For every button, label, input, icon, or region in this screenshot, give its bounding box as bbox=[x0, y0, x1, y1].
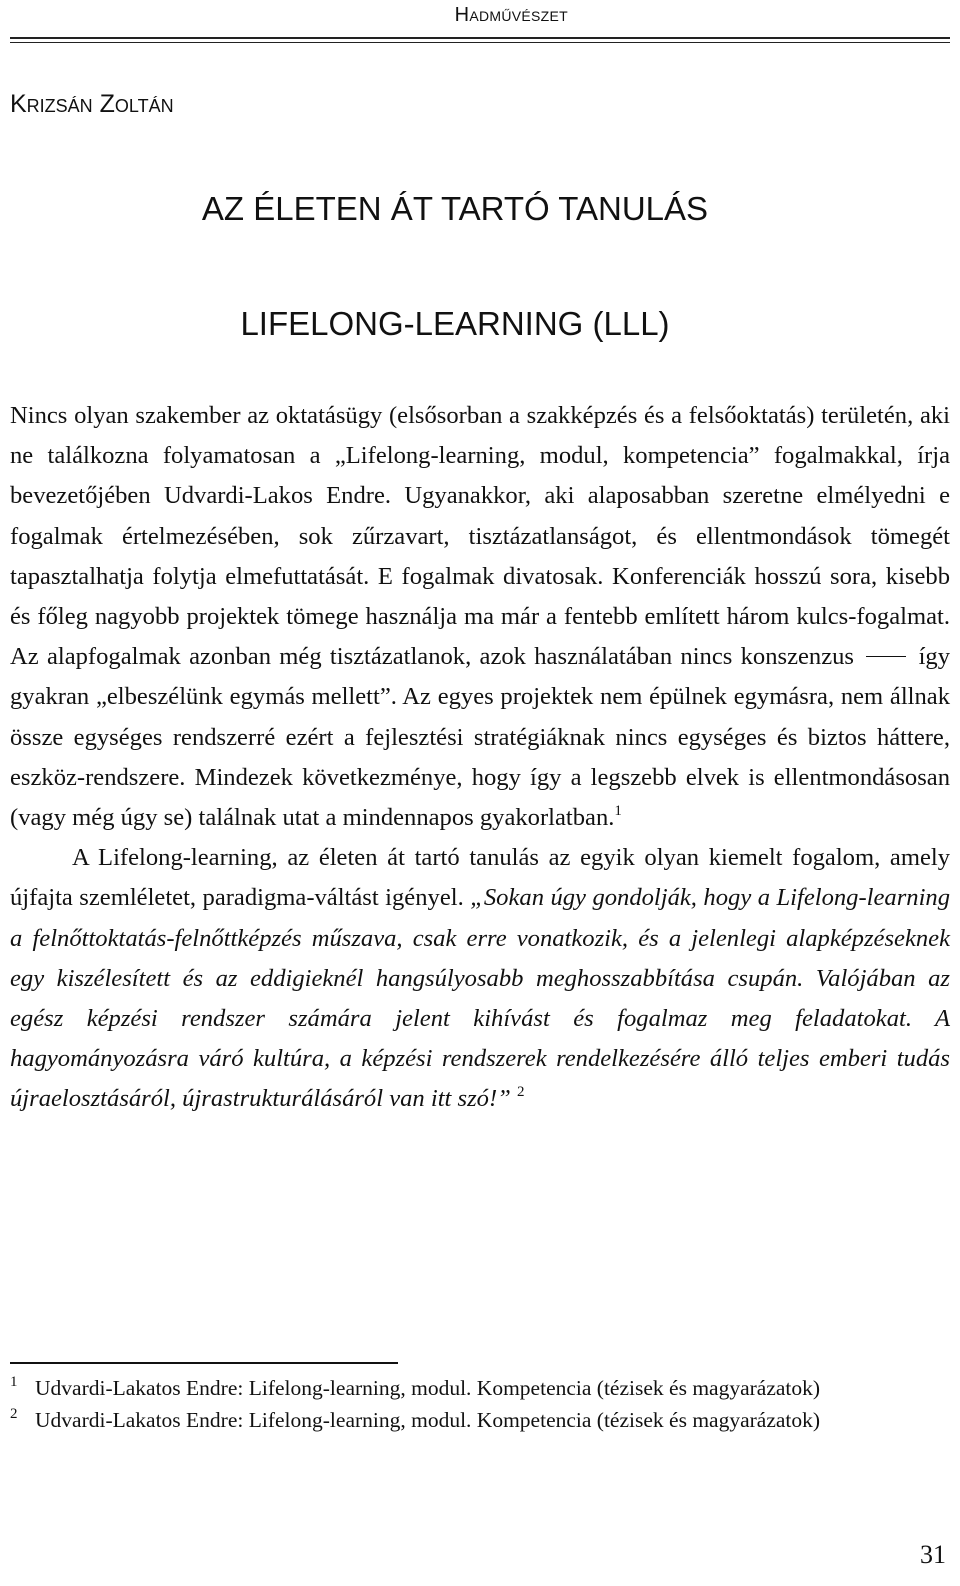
footnote-2 bbox=[10, 1406, 943, 1434]
footnote-separator bbox=[10, 1362, 398, 1364]
article-title: AZ ÉLETEN ÁT TARTÓ TANULÁS bbox=[201, 190, 709, 227]
header-rule-thin bbox=[10, 42, 950, 43]
footnote-ref-2[interactable]: 2 bbox=[516, 1084, 525, 1101]
footnote-1 bbox=[10, 1374, 943, 1402]
footnotes-section bbox=[10, 1374, 943, 1438]
article-body bbox=[10, 396, 950, 1120]
paragraph-1-text-b: így gyakran „elbeszélünk egymás mellett”. Az egyes projektek nem épülnek egymásra, nem állnak össze egységes rendszerré ezért a fejlesztési stratégiáknak nincs egységes és biztos háttere, eszköz-rendszere. Mindezek következménye, hogy így a legszebb elvek is ellentmondásosan (vagy még úgy se) találnak utat a mindennapos gyakorlatban. bbox=[10, 643, 950, 832]
footnote-1-number: 1 bbox=[10, 1374, 18, 1390]
paragraph-1-text-a: Nincs olyan szakember az oktatásügy (elsősorban a szakképzés és a felsőoktatás) területén, aki ne találkozna folyamatosan a „Lifelong-learning, modul, kompetencia” fogalmakkal, írja bevezetőjében Udvardi-Lakos Endre. Ugyanakkor, aki alaposabban szeretne elmélyedni e fogalmak értelmezésében, sok zűrzavart, tisztázatlanságot, és ellentmondások tömegét tapasztalhatja folytja elmefuttatását. E fogalmak divatosak. Konferenciák hosszú sora, kisebb és főleg nagyobb projektek tömege használja ma már a fentebb említett három kulcs-fogalmat. Az alapfogalmak azonban még tisztázatlanok, azok használatában nincs konszenzus bbox=[10, 402, 950, 671]
footnote-2-text: Udvardi-Lakatos Endre: Lifelong-learning, modul. Kompetencia (tézisek és magyarázatok) bbox=[35, 1408, 821, 1432]
header-rule bbox=[10, 37, 950, 39]
running-header bbox=[455, 4, 568, 27]
article-subtitle: LIFELONG-LEARNING (LLL) bbox=[240, 305, 670, 342]
paragraph-2-quote: „Sokan úgy gondolják, hogy a Lifelong-learning a felnőttoktatás-felnőttképzés műszava, csak erre vonatkozik, és a jelenlegi alapképzéseknek egy kiszélesített és az eddigieknél hangsúlyosabb meghosszabbítása csupán. Valójában az egész képzési rendszer számára jelent kihívást és fogalmaz meg feladatokat. A hagyományozásra váró kultúra, a képzési rendszerek rendelkezésére álló teljes emberi tudás újraelosztásáról, újrastrukturálásáról van itt szó!” bbox=[10, 884, 950, 1113]
running-header-text: Hadművészet bbox=[454, 4, 568, 26]
footnote-ref-1[interactable]: 1 bbox=[614, 803, 622, 820]
paragraph-2-text: A Lifelong-learning, az életen át tartó tanulás az egyik olyan kiemelt fogalom, amely újfajta szemléletet, paradigma-váltást igényel. bbox=[10, 844, 950, 912]
page-number: 31 bbox=[920, 1540, 946, 1569]
paragraph-2 bbox=[10, 838, 950, 1119]
em-dash-rule bbox=[866, 656, 906, 658]
paragraph-1 bbox=[10, 396, 950, 838]
footnote-1-text: Udvardi-Lakatos Endre: Lifelong-learning, modul. Kompetencia (tézisek és magyarázatok) bbox=[35, 1376, 821, 1400]
footnote-2-number: 2 bbox=[10, 1406, 18, 1422]
author-name: Krizsán Zoltán bbox=[10, 90, 174, 118]
